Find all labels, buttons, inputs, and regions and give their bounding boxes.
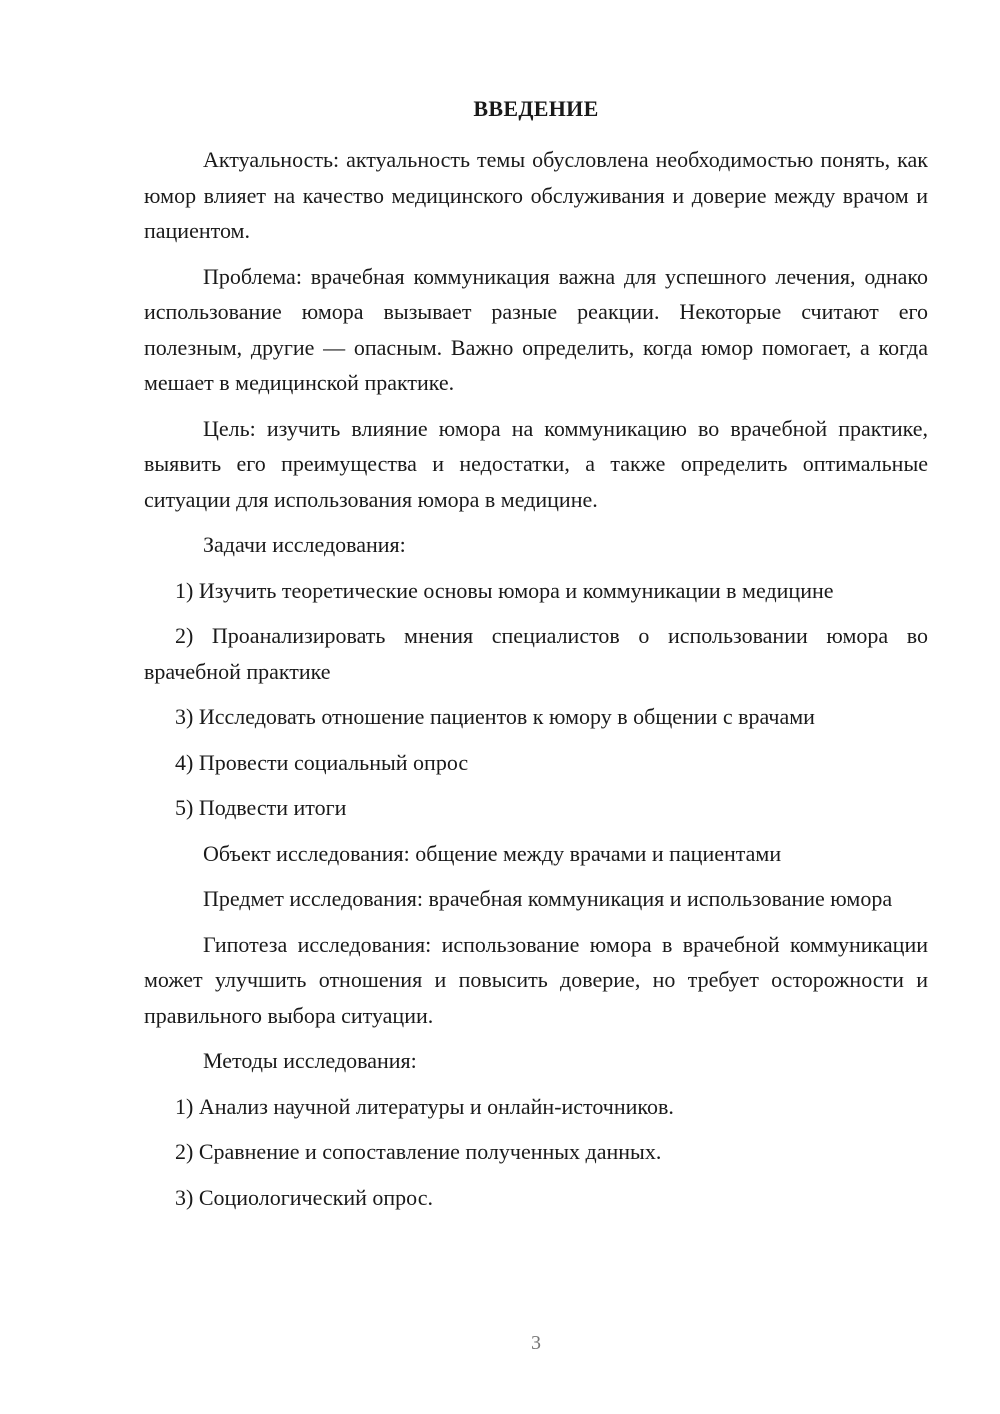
methods-heading: Методы исследования: [203,1048,417,1073]
method-item: 1) Анализ научной литературы и онлайн-источников. [175,1093,674,1119]
paragraph-object: Объект исследования: общение между врачами и пациентами [203,840,782,866]
task-item: 3) Исследовать отношение пациентов к юмору в общении с врачами [175,704,815,729]
task-item: 5) Подвести итоги [175,795,347,820]
method-item: 2) Сравнение и сопоставление полученных данных. [175,1139,662,1164]
method-item: 3) Социологический опрос. [175,1184,433,1210]
paragraph-subject: Предмет исследования: врачебная коммуникация и использование юмора [203,886,893,911]
task-item: 4) Провести социальный опрос [175,749,469,775]
paragraph-hypothesis: Гипотеза исследования: использование юмора в врачебной коммуникации может улучшить отношения и повысить доверие, но требует осторожности и правильного выбора ситуации. [144,931,928,1028]
tasks-heading: Задачи исследования: [203,532,406,557]
page-title: ВВЕДЕНИЕ [473,96,599,121]
task-item: 1) Изучить теоретические основы юмора и коммуникации в медицине [175,577,834,603]
page-number: 3 [531,1332,541,1354]
task-item: 2) Проанализировать мнения специалистов о использовании юмора во врачебной практике [144,623,928,684]
paragraph-goal: Цель: изучить влияние юмора на коммуникацию во врачебной практике, выявить его преимущества и недостатки, а также определить оптимальные ситуации для использования юмора в медицине. [144,415,928,512]
page-content [144,142,928,1225]
paragraph-relevance: Актуальность: актуальность темы обусловлена необходимостью понять, как юмор влияет на качество медицинского обслуживания и доверие между врачом и пациентом. [144,147,928,243]
paragraph-problem: Проблема: врачебная коммуникация важна для успешного лечения, однако использование юмора вызывает разные реакции. Некоторые считают его полезным, другие — опасным. Важно определить, когда юмор помогает, а когда мешает в медицинской практике. [144,263,928,395]
